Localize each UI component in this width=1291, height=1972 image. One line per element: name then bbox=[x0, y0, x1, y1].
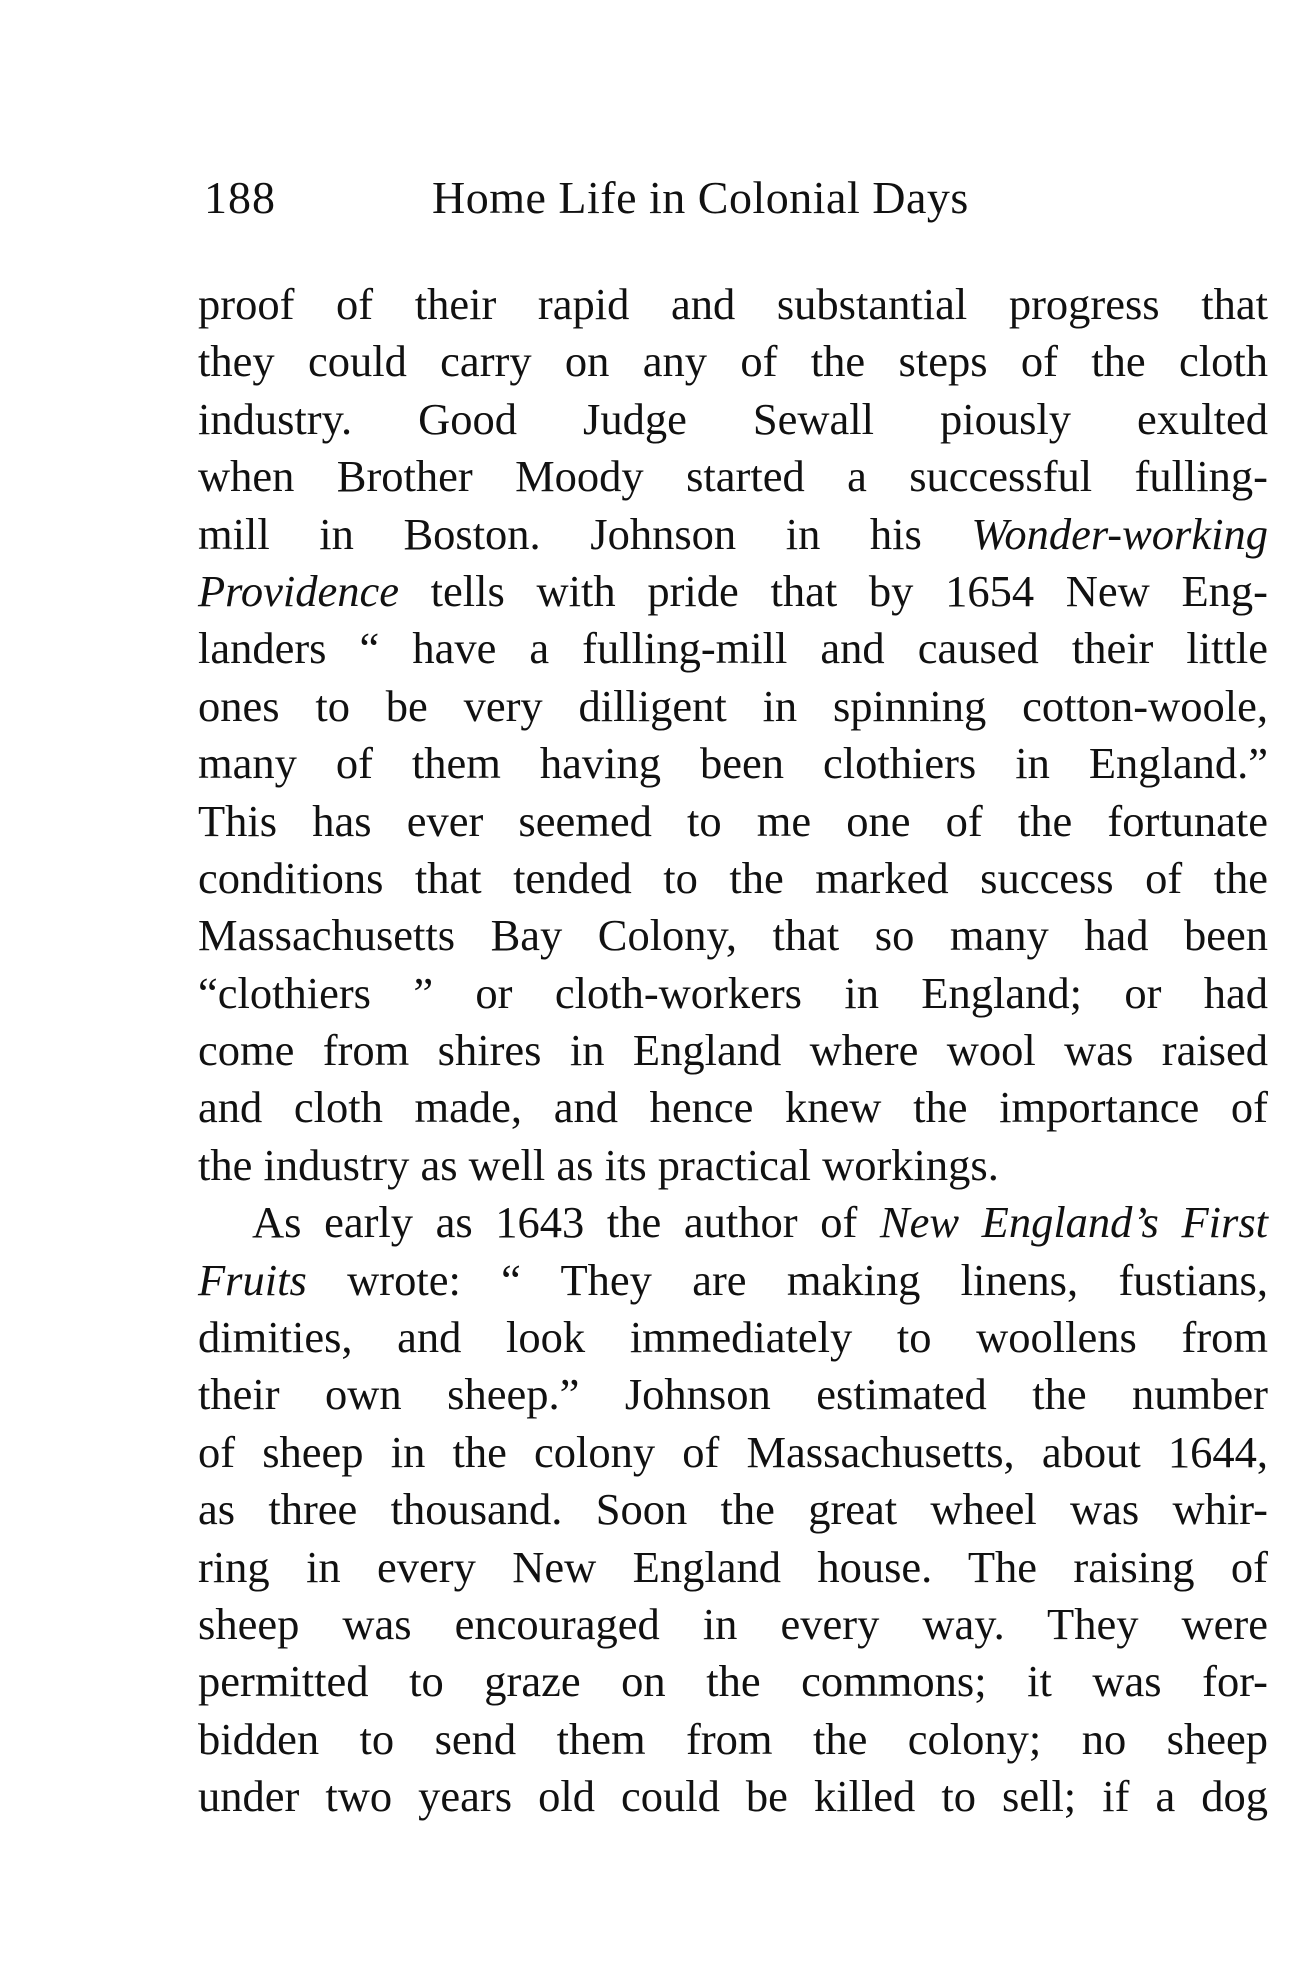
text-line: industry. Good Judge Sewall piously exulted bbox=[198, 393, 1268, 444]
text-line: under two years old could be killed to sell; if a dog bbox=[198, 1771, 1268, 1822]
text-line: Fruits wrote: “ They are making linens, fustians, bbox=[198, 1254, 1268, 1305]
text-line: dimities, and look immediately to woollens from bbox=[198, 1312, 1268, 1363]
text-line: ones to be very dilligent in spinning cotton-woole, bbox=[198, 680, 1268, 731]
text-line: permitted to graze on the commons; it was for- bbox=[198, 1656, 1268, 1707]
text-line: This has ever seemed to me one of the fortunate bbox=[198, 795, 1268, 846]
italic-title: Fruits bbox=[198, 1254, 307, 1305]
text-line: mill in Boston. Johnson in his Wonder-working bbox=[198, 508, 1268, 559]
text-line: they could carry on any of the steps of the cloth bbox=[198, 336, 1268, 387]
text-line: sheep was encouraged in every way. They were bbox=[198, 1598, 1268, 1649]
running-title: Home Life in Colonial Days bbox=[432, 172, 969, 223]
text-line: proof of their rapid and substantial progress that bbox=[198, 279, 1268, 329]
text-line: of sheep in the colony of Massachusetts, about 1644, bbox=[198, 1426, 1268, 1477]
page-header bbox=[204, 168, 1104, 228]
paragraph-start-line: As early as 1643 the author of New England’s First bbox=[252, 1197, 1268, 1248]
text-line: landers “ have a fulling-mill and caused their little bbox=[198, 623, 1268, 674]
italic-title: Wonder-working bbox=[971, 508, 1268, 559]
text-line: many of them having been clothiers in England.” bbox=[198, 738, 1268, 789]
text-line: their own sheep.” Johnson estimated the number bbox=[198, 1369, 1268, 1420]
text-line: Massachusetts Bay Colony, that so many had been bbox=[198, 910, 1268, 961]
text-line: conditions that tended to the marked success of the bbox=[198, 852, 1268, 903]
text-line: the industry as well as its practical workings. bbox=[198, 1139, 999, 1190]
text-line: when Brother Moody started a successful fulling- bbox=[198, 451, 1268, 502]
text-line: as three thousand. Soon the great wheel was whir- bbox=[198, 1484, 1268, 1535]
text-line: bidden to send them from the colony; no sheep bbox=[198, 1713, 1268, 1764]
text-line: ring in every New England house. The raising of bbox=[198, 1541, 1268, 1592]
text-line: and cloth made, and hence knew the importance of bbox=[198, 1082, 1268, 1133]
text-line: Providence tells with pride that by 1654 New Eng- bbox=[198, 565, 1268, 616]
text-line: come from shires in England where wool was raised bbox=[198, 1025, 1268, 1076]
text-line: “clothiers ” or cloth-workers in England; or had bbox=[198, 967, 1268, 1018]
italic-title: Providence bbox=[198, 565, 399, 616]
body-text bbox=[198, 276, 1268, 1826]
italic-title: New England’s First bbox=[879, 1197, 1268, 1248]
page-number: 188 bbox=[204, 172, 276, 223]
